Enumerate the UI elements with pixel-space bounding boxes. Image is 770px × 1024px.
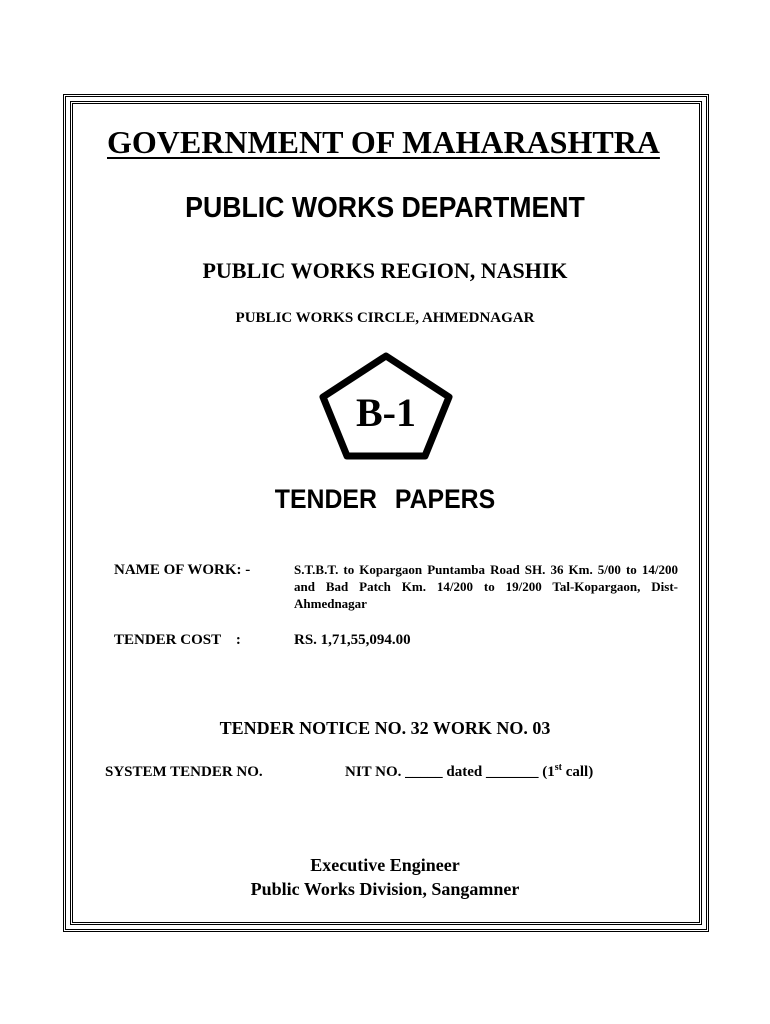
tender-cost-value: RS. 1,71,55,094.00 (294, 632, 411, 648)
tender-notice: TENDER NOTICE NO. 32 WORK NO. 03 (219, 718, 551, 738)
badge-label: B-1 (356, 390, 416, 435)
tender-papers-title: TENDER PAPERS (274, 484, 496, 514)
department-heading: PUBLIC WORKS DEPARTMENT (185, 192, 585, 224)
government-heading: GOVERNMENT OF MAHARASHTRA (107, 124, 660, 160)
division-name: Public Works Division, Sangamner (250, 879, 520, 899)
region-heading: PUBLIC WORKS REGION, NASHIK (202, 258, 568, 283)
tender-cost-label: TENDER COST : (114, 632, 241, 648)
system-tender-no: SYSTEM TENDER NO. (105, 764, 263, 780)
name-of-work-value: S.T.B.T. to Kopargaon Puntamba Road SH. 36 Km. 5/00 to 14/200 and Bad Patch Km. 14/200 to 19/200 Tal-Kopargaon, Dist- Ahmednagar (294, 562, 678, 611)
name-of-work-label: NAME OF WORK: - (114, 562, 251, 578)
circle-heading: PUBLIC WORKS CIRCLE, AHMEDNAGAR (235, 310, 535, 326)
nit-number-line: NIT NO. _____ dated _______ (1st call) (345, 762, 594, 780)
pentagon-badge-icon (316, 350, 456, 462)
executive-engineer: Executive Engineer (310, 855, 460, 875)
